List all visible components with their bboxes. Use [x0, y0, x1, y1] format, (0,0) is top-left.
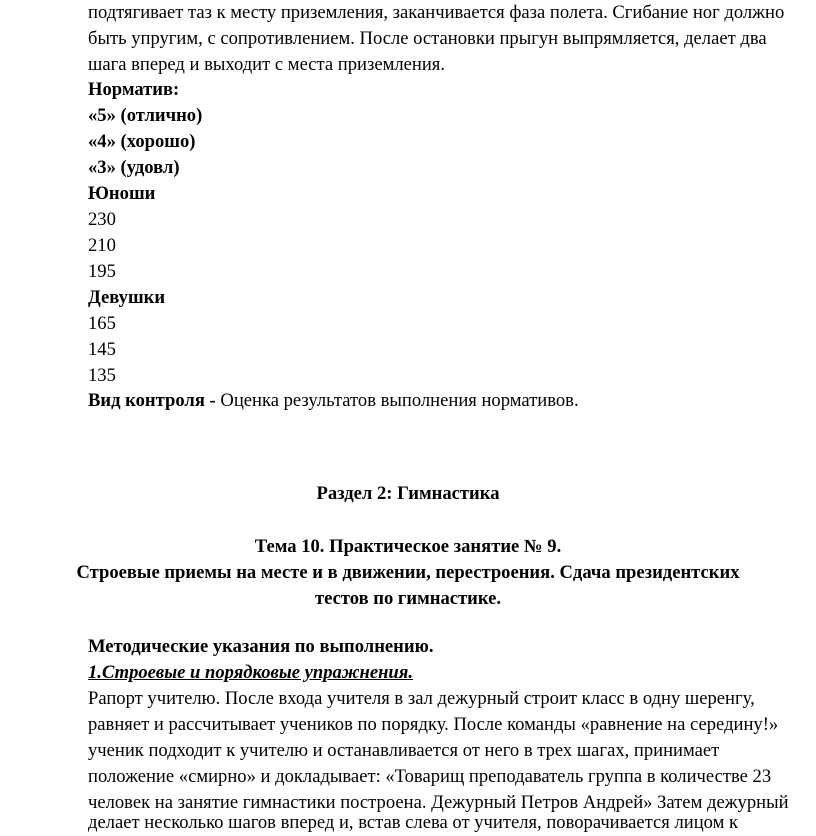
control-line: [88, 388, 579, 414]
boys-value-3: 195: [88, 261, 116, 282]
method-body-line-3: ученик подходит к учителю и останавливается от него в трех шагах, принимает: [88, 740, 720, 761]
method-body-line-2: равняет и рассчитывает учеников по порядку. После команды «равнение на середину!»: [88, 714, 779, 735]
girls-value-5: 165: [88, 313, 116, 334]
grade-3: «3» (удовл): [88, 157, 180, 178]
section-title: Раздел 2: Гимнастика: [316, 483, 500, 504]
method-body-line-1: Рапорт учителю. После входа учителя в зал дежурный строит класс в одну шеренгу,: [88, 688, 755, 709]
girls-value-4: 145: [88, 339, 116, 360]
topic-title: Тема 10. Практическое занятие № 9.: [254, 536, 562, 557]
method-heading: Методические указания по выполнению.: [88, 636, 434, 657]
control-label: Вид контроля -: [88, 390, 221, 411]
grade-5: «5» (отлично): [88, 105, 203, 126]
girls-value-3: 135: [88, 365, 116, 386]
method-body-line-4: положение «смирно» и докладывает: «Товарищ преподаватель группа в количестве 23: [88, 766, 772, 787]
method-body-line-5: человек на занятие гимнастики построена. Дежурный Петров Андрей» Затем дежурный: [88, 792, 789, 813]
intro-line-1: подтягивает таз к месту приземления, заканчивается фаза полета. Сгибание ног должно: [88, 2, 785, 23]
intro-line-2: быть упругим, с сопротивлением. После остановки прыгун выпрямляется, делает два: [88, 28, 767, 49]
method-body-line-6: делает несколько шагов вперед и, встав слева от учителя, поворачивается лицом к: [88, 812, 739, 833]
topic-subtitle-line-2: тестов по гимнастике.: [314, 588, 502, 609]
girls-label: Девушки: [88, 287, 166, 308]
grade-4: «4» (хорошо): [88, 131, 196, 152]
boys-value-4: 210: [88, 235, 116, 256]
boys-label: Юноши: [88, 183, 156, 204]
topic-subtitle-line-1: Строевые приемы на месте и в движении, перестроения. Сдача президентских: [76, 562, 740, 583]
intro-line-3: шага вперед и выходит с места приземления.: [88, 54, 445, 75]
method-item-title: 1.Строевые и порядковые упражнения.: [88, 662, 413, 683]
boys-value-5: 230: [88, 209, 116, 230]
control-text: Оценка результатов выполнения нормативов.: [220, 390, 579, 411]
norm-heading: Норматив:: [88, 79, 180, 100]
